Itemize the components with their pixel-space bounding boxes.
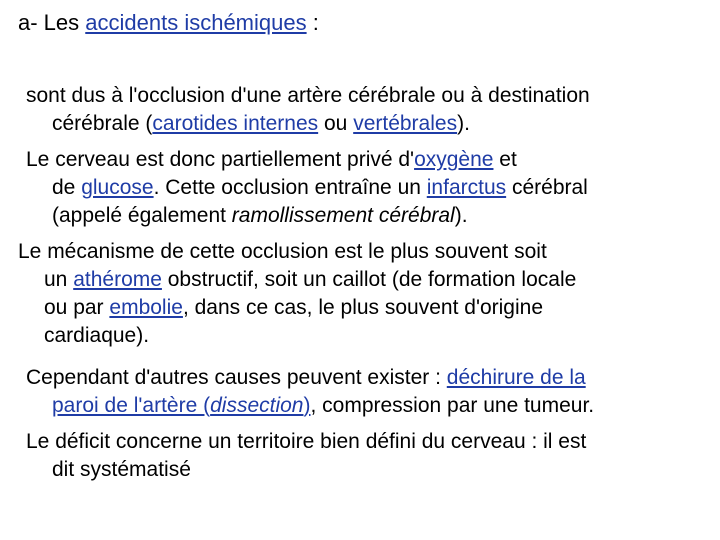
link-infarctus[interactable]: infarctus <box>426 176 507 199</box>
link-carotides-internes[interactable]: carotides internes <box>152 112 319 135</box>
link-glucose[interactable]: glucose <box>81 176 154 199</box>
paragraph-mecanisme <box>18 238 576 350</box>
title-link-accidents-ischemiques[interactable]: accidents ischémiques <box>85 10 307 35</box>
text-span: ). <box>457 112 470 135</box>
paragraph-cerveau <box>26 146 588 230</box>
text-span: ou par <box>44 296 110 319</box>
text-span: ) <box>303 394 311 417</box>
text-span: cérébrale ( <box>52 112 153 135</box>
italic-term: ramollissement cérébral <box>231 204 455 227</box>
link-dechirure-de-la-paroi[interactable]: déchirure de la <box>446 366 586 389</box>
text-line: Le déficit concerne un territoire bien défini du cerveau : il est <box>26 430 587 453</box>
link-vertebrales[interactable]: vertébrales <box>353 112 458 135</box>
text-span: obstructif, soit un caillot (de formation locale <box>161 268 577 291</box>
text-span: (appelé également <box>52 204 232 227</box>
link-oxygene[interactable]: oxygène <box>414 148 494 171</box>
text-line <box>26 202 588 230</box>
paragraph-occlusion <box>26 82 590 138</box>
text-span: et <box>493 148 517 171</box>
text-line: cardiaque). <box>44 324 150 347</box>
text-line <box>26 364 594 392</box>
text-line <box>26 110 590 138</box>
link-atherome[interactable]: athérome <box>73 268 162 291</box>
text-span: . Cette occlusion entraîne un <box>153 176 427 199</box>
text-line <box>26 392 594 420</box>
text-span: , compression par une tumeur. <box>310 394 595 417</box>
link-paroi-de-l-artere[interactable] <box>52 394 310 417</box>
text-span: Cependant d'autres causes peuvent exister : <box>26 366 447 389</box>
text-line: dit systématisé <box>52 458 191 481</box>
text-line <box>18 266 576 294</box>
paragraph-deficit <box>26 428 586 484</box>
text-span: ). <box>454 204 468 227</box>
text-span: paroi de l'artère ( <box>52 394 211 417</box>
text-line: Le mécanisme de cette occlusion est le plus souvent soit <box>18 240 547 263</box>
text-span: Le cerveau est donc partiellement privé d' <box>26 148 415 171</box>
title-prefix: a- Les <box>18 10 86 35</box>
paragraph-causes <box>26 364 594 420</box>
text-line <box>18 294 576 322</box>
text-span: de <box>52 176 82 199</box>
text-line <box>26 146 588 174</box>
text-span: un <box>44 268 74 291</box>
text-line: sont dus à l'occlusion d'une artère cérébrale ou à destination <box>26 84 590 107</box>
text-span: , dans ce cas, le plus souvent d'origine <box>182 296 543 319</box>
text-span: ou <box>318 112 354 135</box>
italic-term-dissection: dissection <box>210 394 304 417</box>
link-embolie[interactable]: embolie <box>109 296 183 319</box>
text-span: cérébral <box>506 176 588 199</box>
title-suffix: : <box>306 10 319 35</box>
section-title <box>18 8 319 38</box>
text-line <box>26 174 588 202</box>
